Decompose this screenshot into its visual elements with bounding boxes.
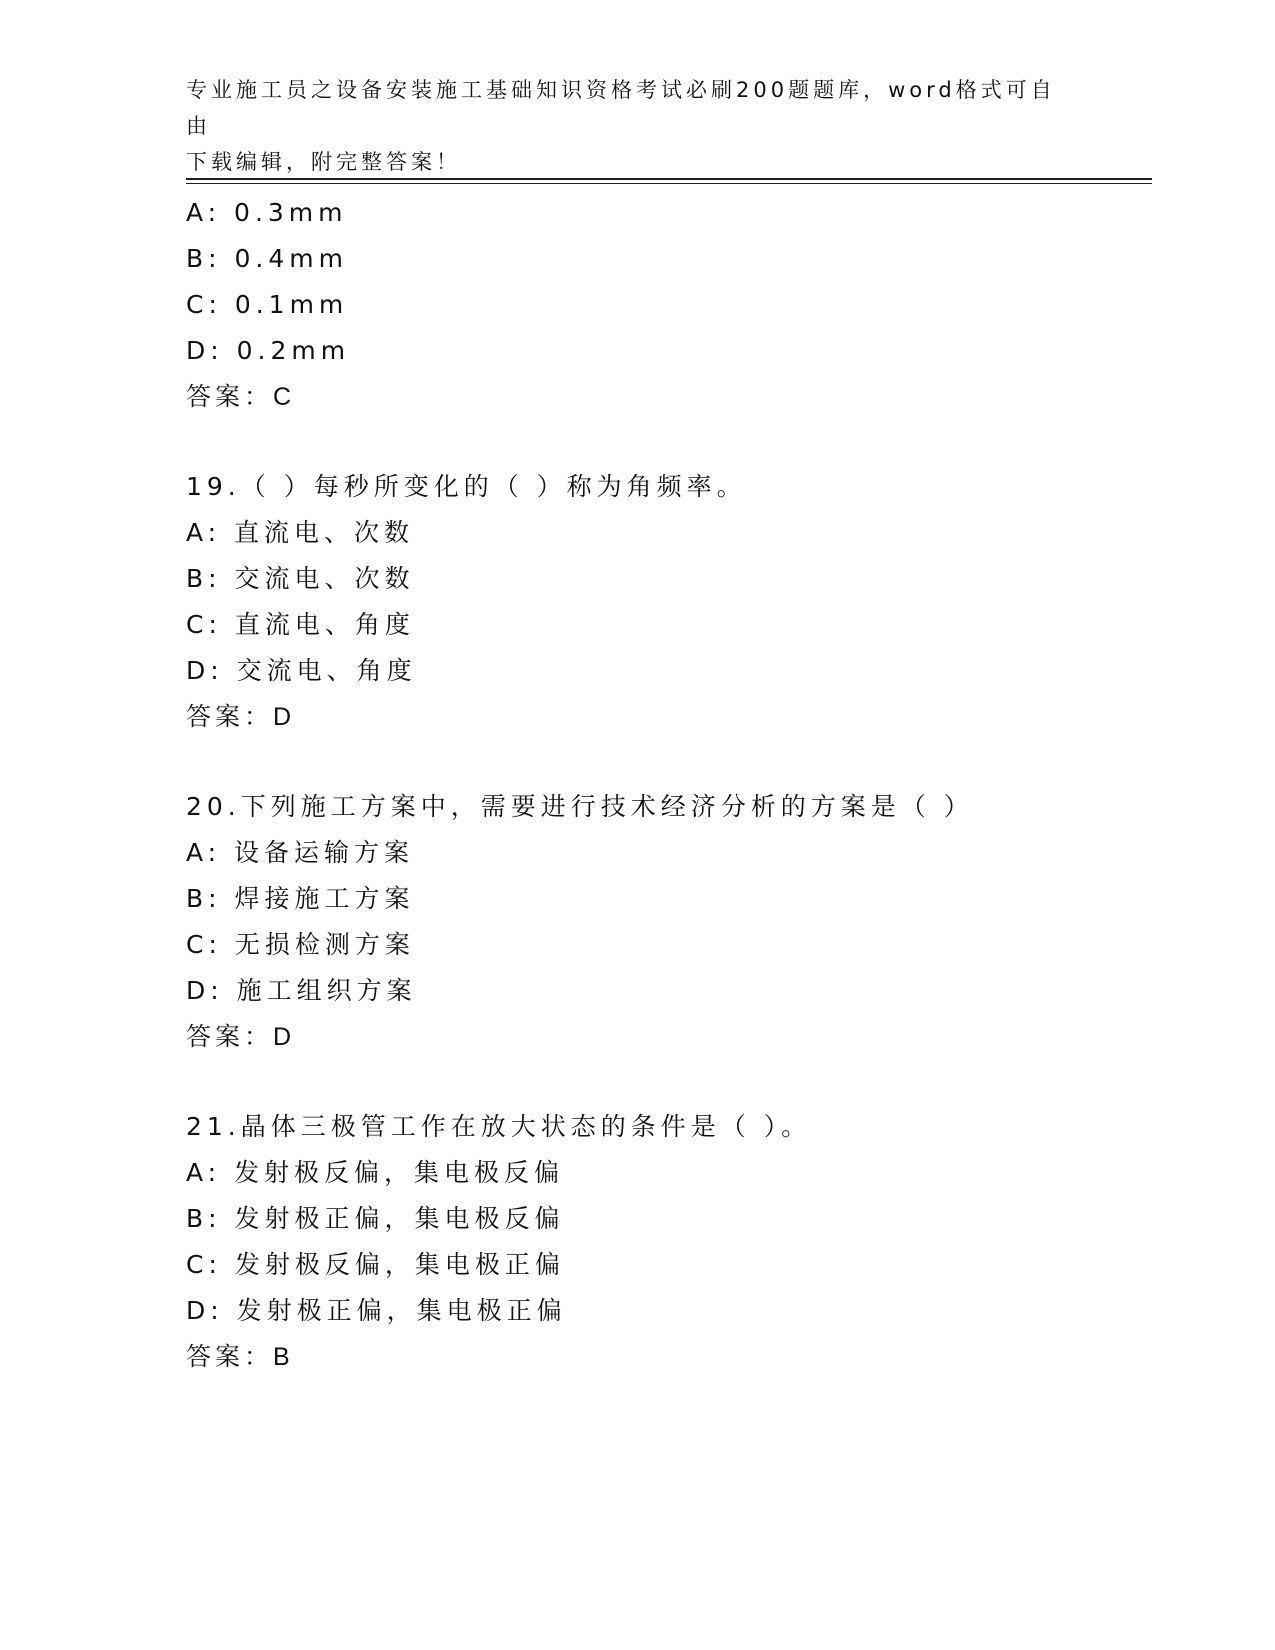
option-c: C: 无损检测方案: [186, 930, 415, 959]
question-block-18: [186, 190, 1152, 420]
option-b: B: 交流电、次数: [186, 564, 415, 593]
question-block-20: [186, 784, 1152, 1060]
option-a: A: 设备运输方案: [186, 838, 415, 867]
option-b: B: 焊接施工方案: [186, 884, 415, 913]
header-divider-thin: [186, 183, 1152, 184]
answer-line: 答案：C: [186, 383, 296, 411]
question-text: 21.晶体三极管工作在放大状态的条件是（ ）。: [186, 1112, 812, 1141]
question-list: [186, 190, 1152, 1380]
option-a: A: 直流电、次数: [186, 518, 415, 547]
option-d: D: 交流电、角度: [186, 656, 417, 685]
option-d: D: 发射极正偏，集电极正偏: [186, 1296, 567, 1325]
answer-line: 答案：B: [186, 1343, 294, 1371]
option-a: A: 0.3mm: [186, 198, 348, 227]
question-text: 19.（ ）每秒所变化的（ ）称为角频率。: [186, 472, 747, 501]
question-text: 20.下列施工方案中，需要进行技术经济分析的方案是（ ）: [186, 792, 974, 821]
option-a: A: 发射极反偏，集电极反偏: [186, 1158, 565, 1187]
option-b: B: 发射极正偏，集电极反偏: [186, 1204, 565, 1233]
header-divider-thick: [186, 178, 1152, 180]
option-d: D: 0.2mm: [186, 336, 351, 365]
option-c: C: 直流电、角度: [186, 610, 415, 639]
option-b: B: 0.4mm: [186, 244, 348, 273]
answer-line: 答案：D: [186, 703, 296, 731]
spacer: [186, 1060, 1152, 1104]
answer-line: 答案：D: [186, 1023, 296, 1051]
document-header: [186, 72, 1066, 180]
spacer: [186, 420, 1152, 464]
question-block-19: [186, 464, 1152, 740]
option-c: C: 发射极反偏，集电极正偏: [186, 1250, 565, 1279]
header-line-2: 下载编辑，附完整答案！: [186, 150, 461, 174]
option-c: C: 0.1mm: [186, 290, 349, 319]
question-block-21: [186, 1104, 1152, 1380]
spacer: [186, 740, 1152, 784]
header-line-1: 专业施工员之设备安装施工基础知识资格考试必刷200题题库，word格式可自由: [186, 78, 1056, 138]
option-d: D: 施工组织方案: [186, 976, 417, 1005]
